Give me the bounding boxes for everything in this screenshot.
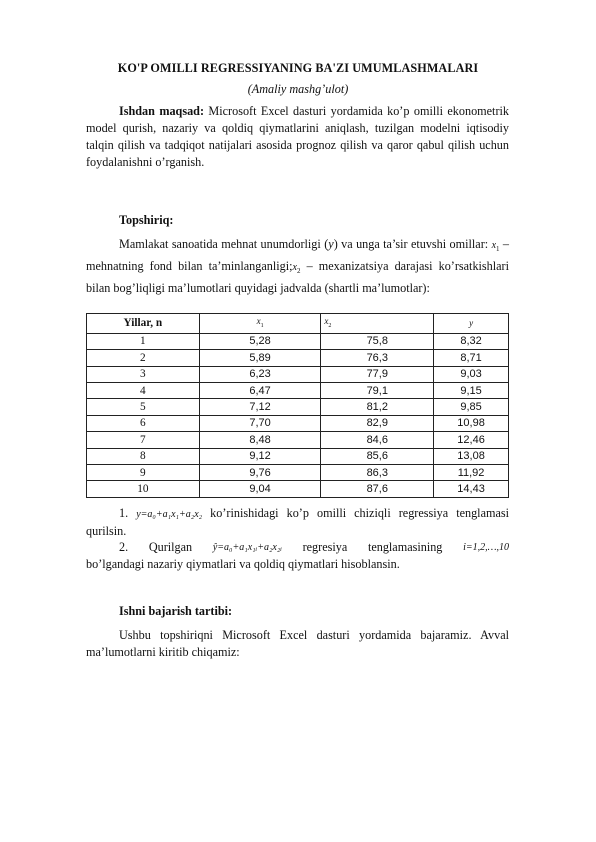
table-cell: 9,15 bbox=[434, 382, 509, 398]
table-cell: 6 bbox=[87, 415, 200, 431]
goal-text: Microsoft Excel dasturi yordamida ko’p omilli ekonometrik model qurish, nazariy va qoldiq qiymatlarini aniqlash, tuzilgan modelni iqtisodiy talqin qilish va tadqiqot natijalari asosida prognoz qilish va qaror qabul qilish uchun foydalanishni o’rganish. bbox=[86, 104, 509, 169]
table-cell: 14,43 bbox=[434, 481, 509, 497]
table-header-row bbox=[87, 314, 509, 334]
goal-label: Ishdan maqsad: bbox=[119, 104, 205, 118]
table-cell: 86,3 bbox=[321, 464, 434, 480]
table-row bbox=[87, 464, 509, 480]
table-cell: 9,03 bbox=[434, 366, 509, 382]
item-1-text: ko’rinishidagi ko’p omilli chiziqli regressiya tenglamasi qurilsin. bbox=[86, 506, 509, 538]
table-cell: 12,46 bbox=[434, 432, 509, 448]
table-cell: 11,92 bbox=[434, 464, 509, 480]
table-cell: 5 bbox=[87, 399, 200, 415]
table-row bbox=[87, 448, 509, 464]
table-cell: 8,71 bbox=[434, 350, 509, 366]
header-x2: $x_2$ bbox=[321, 314, 434, 334]
document-subtitle: (Amaliy mashg’ulot) bbox=[247, 82, 349, 96]
item-2-number: 2. bbox=[119, 540, 129, 554]
task-text-2: ) va unga ta’sir etuvshi omillar: bbox=[333, 237, 489, 251]
item-1-number: 1. bbox=[119, 506, 129, 520]
item-2-text: bo’lgandagi nazariy qiymatlari va qoldiq qiymatlari hisoblansin. bbox=[86, 557, 400, 571]
table-cell: 9,12 bbox=[199, 448, 321, 464]
table-cell: 4 bbox=[87, 382, 200, 398]
header-years: Yillar, n bbox=[87, 314, 200, 334]
item-1 bbox=[86, 505, 509, 540]
table-cell: 13,08 bbox=[434, 448, 509, 464]
table-cell: 7,12 bbox=[199, 399, 321, 415]
table-row bbox=[87, 333, 509, 349]
item-2-index-range: i=1,2,…,10 bbox=[463, 542, 509, 553]
table-cell: 7,70 bbox=[199, 415, 321, 431]
task-paragraph bbox=[86, 236, 509, 297]
table-row bbox=[87, 481, 509, 497]
item-2-formula: ŷ=a₀+a₁x₁ᵢ+a₂x₂ᵢ bbox=[212, 542, 282, 553]
order-paragraph: Ushbu topshiriqni Microsoft Excel dasturi yordamida bajaramiz. Avval ma’lumotlarni kiritib chiqamiz: bbox=[86, 628, 509, 659]
table-row bbox=[87, 432, 509, 448]
table-cell: 77,9 bbox=[321, 366, 434, 382]
header-y: y bbox=[434, 314, 509, 334]
table-row bbox=[87, 366, 509, 382]
table-cell: 3 bbox=[87, 366, 200, 382]
document-title: KO'P OMILLI REGRESSIYANING BA'ZI UMUMLASHMALARI bbox=[117, 61, 479, 75]
table-cell: 8,32 bbox=[434, 333, 509, 349]
task-text-4: – mexanizatsiya darajasi ko’rsatkishlari bilan bog’liqligi ma’lumotlari quyidagi jadvalda (shartli ma’lumotlar): bbox=[86, 259, 509, 295]
table-row bbox=[87, 399, 509, 415]
table-cell: 6,23 bbox=[199, 366, 321, 382]
table-cell: 5,28 bbox=[199, 333, 321, 349]
table-row bbox=[87, 415, 509, 431]
task-text-3: – mehnatning fond bilan ta’minlanganligi; bbox=[86, 237, 510, 273]
table-cell: 2 bbox=[87, 350, 200, 366]
task-heading: Topshiriq: bbox=[119, 213, 174, 227]
table-cell: 10 bbox=[87, 481, 200, 497]
item-2-word-3: tenglamasining bbox=[367, 540, 443, 554]
table-cell: 76,3 bbox=[321, 350, 434, 366]
table-cell: 9,76 bbox=[199, 464, 321, 480]
task-var-y: y bbox=[328, 237, 334, 251]
goal-paragraph bbox=[86, 103, 509, 171]
task-var-x2: $x_2$ bbox=[292, 262, 301, 275]
table-cell: 9,85 bbox=[434, 399, 509, 415]
table-cell: 84,6 bbox=[321, 432, 434, 448]
table-cell: 81,2 bbox=[321, 399, 434, 415]
table-cell: 7 bbox=[87, 432, 200, 448]
order-heading: Ishni bajarish tartibi: bbox=[119, 604, 233, 618]
table-cell: 79,1 bbox=[321, 382, 434, 398]
table-cell: 8 bbox=[87, 448, 200, 464]
table-cell: 87,6 bbox=[321, 481, 434, 497]
table-row bbox=[87, 350, 509, 366]
table-row bbox=[87, 382, 509, 398]
table-cell: 82,9 bbox=[321, 415, 434, 431]
table-cell: 9,04 bbox=[199, 481, 321, 497]
table-cell: 8,48 bbox=[199, 432, 321, 448]
table-cell: 9 bbox=[87, 464, 200, 480]
item-1-formula: y=a₀+a₁x₁+a₂x₂ bbox=[136, 509, 203, 520]
table-cell: 85,6 bbox=[321, 448, 434, 464]
item-2 bbox=[86, 539, 509, 573]
table-cell: 6,47 bbox=[199, 382, 321, 398]
task-var-x1: $x_1$ bbox=[491, 240, 500, 253]
item-2-word-1: Qurilgan bbox=[148, 540, 193, 554]
table-cell: 5,89 bbox=[199, 350, 321, 366]
table-cell: 10,98 bbox=[434, 415, 509, 431]
data-table bbox=[86, 313, 509, 498]
header-x1: $x_1$ bbox=[199, 314, 321, 334]
item-2-word-2: regresiya bbox=[302, 540, 348, 554]
table-cell: 1 bbox=[87, 333, 200, 349]
task-text-1: Mamlakat sanoatida mehnat unumdorligi ( bbox=[119, 237, 329, 251]
table-cell: 75,8 bbox=[321, 333, 434, 349]
